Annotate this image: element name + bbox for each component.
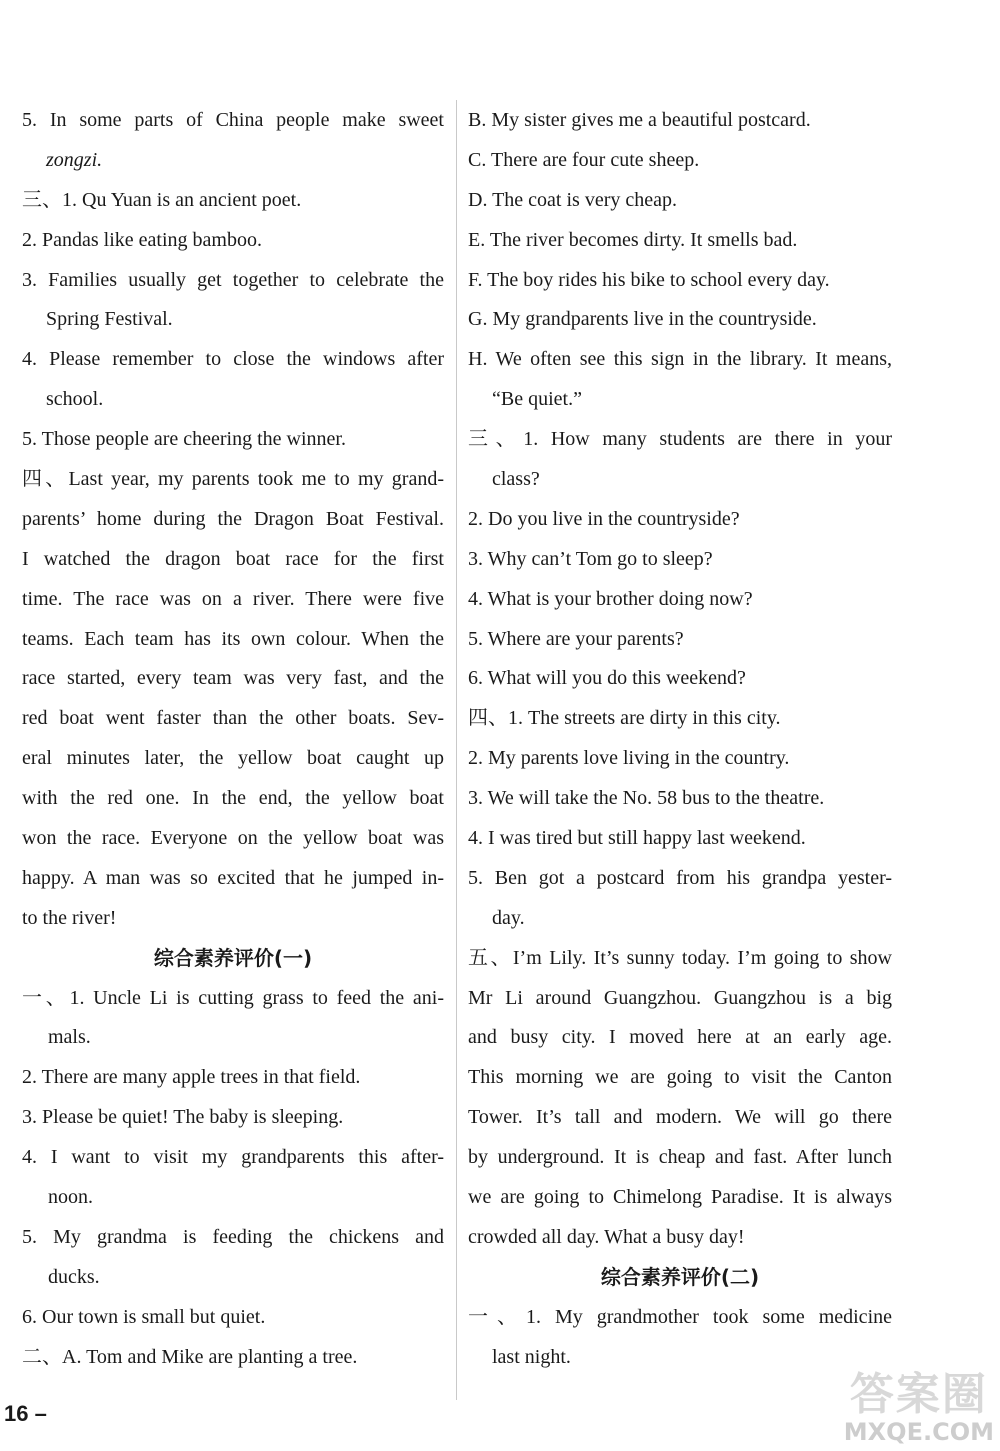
text-line: and busy city. I moved here at an early age.	[468, 1026, 892, 1049]
text-line: happy. A man was so excited that he jumped in-	[22, 866, 444, 889]
text-line: 四、Last year, my parents took me to my grand-	[22, 468, 444, 491]
column-divider	[456, 100, 457, 1400]
page-number: 16 –	[4, 1401, 47, 1426]
text-line: 5. Ben got a postcard from his grandpa yester-	[468, 866, 892, 889]
text-line: 5. Where are your parents?	[468, 627, 684, 650]
text-line: 3. Families usually get together to celebrate the	[22, 268, 444, 291]
text-line: time. The race was on a river. There were five	[22, 587, 444, 610]
text-line: G. My grandparents live in the countryside.	[468, 308, 817, 331]
text-line: 四、1. The streets are dirty in this city.	[468, 707, 781, 730]
section-heading: 综合素养评价(一)	[153, 945, 313, 970]
text-line: race started, every team was very fast, and the	[22, 667, 444, 690]
text-line: 4. What is your brother doing now?	[468, 587, 753, 610]
text-line: eral minutes later, the yellow boat caught up	[22, 747, 444, 770]
text-line: D. The coat is very cheap.	[468, 188, 677, 211]
text-line: we are going to Chimelong Paradise. It is always	[468, 1186, 892, 1209]
text-line: Mr Li around Guangzhou. Guangzhou is a big	[468, 986, 892, 1009]
text-line: H. We often see this sign in the library. It means,	[468, 348, 892, 371]
text-line: 4. I was tired but still happy last weekend.	[468, 827, 806, 850]
text-line: 2. There are many apple trees in that field.	[22, 1066, 361, 1089]
text-line: 三、1. How many students are there in your	[468, 428, 892, 451]
text-line: 五、I’m Lily. It’s sunny today. I’m going to show	[468, 946, 892, 969]
text-line: mals.	[48, 1026, 91, 1049]
text-line: 5. Those people are cheering the winner.	[22, 428, 346, 451]
text-line: class?	[492, 468, 540, 491]
text-line: Spring Festival.	[46, 308, 173, 331]
text-line: 3. Please be quiet! The baby is sleeping.	[22, 1106, 344, 1129]
watermark-logo-text: 答案圈	[849, 1369, 988, 1420]
text-line: 4. Please remember to close the windows after	[22, 348, 444, 371]
text-line: This morning we are going to visit the Canton	[468, 1066, 892, 1089]
text-line: I watched the dragon boat race for the first	[22, 547, 444, 570]
text-line: 3. We will take the No. 58 bus to the theatre.	[468, 787, 825, 810]
text-line: 三、1. Qu Yuan is an ancient poet.	[22, 188, 302, 211]
text-line: zongzi.	[46, 148, 103, 171]
text-line: ducks.	[48, 1265, 100, 1288]
text-line: 一、1. My grandmother took some medicine	[468, 1305, 892, 1328]
text-line: with the red one. In the end, the yellow boat	[22, 787, 444, 810]
text-line: crowded all day. What a busy day!	[468, 1225, 745, 1248]
text-line: 5. In some parts of China people make sweet	[22, 109, 444, 131]
text-line: C. There are four cute sheep.	[468, 148, 700, 171]
watermark-url: MXQE.COM	[843, 1418, 994, 1446]
text-line: parents’ home during the Dragon Boat Festival.	[22, 507, 444, 530]
text-line: 2. My parents love living in the country.	[468, 747, 790, 770]
left-column	[22, 101, 444, 1378]
text-line: B. My sister gives me a beautiful postcard.	[468, 109, 811, 131]
text-line: 一、1. Uncle Li is cutting grass to feed the ani-	[22, 986, 444, 1009]
text-line: teams. Each team has its own colour. When the	[22, 627, 444, 650]
text-line: school.	[46, 388, 104, 411]
text-line: F. The boy rides his bike to school every day.	[468, 268, 830, 291]
text-line: 二、A. Tom and Mike are planting a tree.	[22, 1345, 358, 1368]
right-column	[468, 101, 892, 1378]
text-line: 4. I want to visit my grandparents this after-	[22, 1146, 444, 1169]
text-line: 3. Why can’t Tom go to sleep?	[468, 547, 713, 570]
watermark-logo	[844, 1371, 994, 1445]
text-line: Tower. It’s tall and modern. We will go there	[468, 1106, 892, 1129]
text-line: “Be quiet.”	[492, 388, 582, 411]
text-line: by underground. It is cheap and fast. After lunch	[468, 1146, 892, 1169]
text-line: noon.	[48, 1186, 93, 1209]
text-line: last night.	[492, 1345, 571, 1368]
text-line: 2. Pandas like eating bamboo.	[22, 228, 262, 251]
text-line: to the river!	[22, 906, 117, 929]
text-line: day.	[492, 906, 525, 929]
text-line: won the race. Everyone on the yellow boat was	[22, 827, 444, 850]
text-line: red boat went faster than the other boats. Sev-	[22, 707, 444, 730]
section-heading: 综合素养评价(二)	[600, 1264, 760, 1289]
text-line: E. The river becomes dirty. It smells bad.	[468, 228, 798, 251]
text-line: 6. Our town is small but quiet.	[22, 1305, 266, 1328]
text-line: 5. My grandma is feeding the chickens and	[22, 1225, 444, 1248]
text-line: 2. Do you live in the countryside?	[468, 507, 740, 530]
text-line: 6. What will you do this weekend?	[468, 667, 746, 690]
